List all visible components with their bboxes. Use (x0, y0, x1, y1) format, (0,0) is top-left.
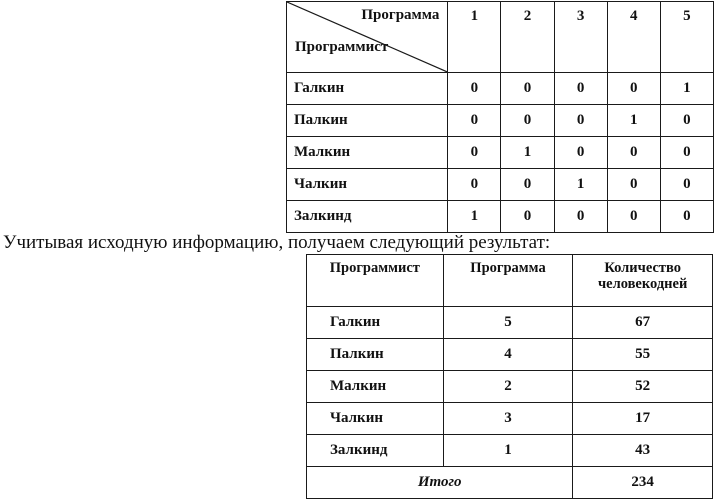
program-column-header: 1 (448, 2, 501, 73)
total-row (307, 467, 713, 499)
matrix-cell: 0 (448, 105, 501, 137)
matrix-row (287, 201, 714, 233)
mandays-value: 43 (573, 435, 713, 467)
mandays-header-line2: человекодней (597, 276, 688, 292)
programmer-name: Галкин (307, 307, 444, 339)
programmer-name: Палкин (307, 339, 444, 371)
result-intro-text: Учитывая исходную информацию, получаем следующий результат: (3, 232, 551, 253)
program-column-header: Программа (443, 255, 573, 307)
program-column-header: 5 (660, 2, 713, 73)
programmer-name: Залкинд (287, 201, 448, 233)
program-column-header: 2 (501, 2, 554, 73)
programmer-name: Залкинд (307, 435, 444, 467)
matrix-row (287, 73, 714, 105)
matrix-cell: 0 (607, 169, 660, 201)
result-row (307, 403, 713, 435)
programmer-name: Галкин (287, 73, 448, 105)
matrix-cell: 1 (660, 73, 713, 105)
diagonal-header-cell (287, 2, 448, 73)
total-mandays-value: 234 (573, 467, 713, 499)
mandays-header-line1: Количество (604, 260, 681, 276)
matrix-cell: 0 (607, 137, 660, 169)
matrix-cell: 0 (660, 105, 713, 137)
matrix-cell: 0 (448, 73, 501, 105)
mandays-value: 52 (573, 371, 713, 403)
programmer-axis-label: Программист (295, 39, 389, 55)
result-row (307, 339, 713, 371)
result-row (307, 371, 713, 403)
matrix-cell: 0 (554, 105, 607, 137)
total-label: Итого (307, 467, 573, 499)
assigned-program: 1 (443, 435, 573, 467)
mandays-value: 67 (573, 307, 713, 339)
matrix-cell: 0 (607, 73, 660, 105)
matrix-cell: 1 (501, 137, 554, 169)
programmer-column-header: Программист (307, 255, 444, 307)
program-column-header: 4 (607, 2, 660, 73)
matrix-cell: 0 (607, 201, 660, 233)
matrix-cell: 0 (501, 73, 554, 105)
matrix-cell: 0 (660, 137, 713, 169)
result-header-row (307, 255, 713, 307)
matrix-cell: 1 (554, 169, 607, 201)
programmer-name: Палкин (287, 105, 448, 137)
matrix-cell: 0 (501, 201, 554, 233)
matrix-cell: 1 (607, 105, 660, 137)
assigned-program: 5 (443, 307, 573, 339)
programmer-name: Чалкин (307, 403, 444, 435)
programmer-name: Чалкин (287, 169, 448, 201)
matrix-cell: 0 (660, 169, 713, 201)
matrix-cell: 1 (448, 201, 501, 233)
assignment-matrix-table (286, 1, 714, 233)
matrix-header-row (287, 2, 714, 73)
matrix-row (287, 137, 714, 169)
mandays-value: 17 (573, 403, 713, 435)
assigned-program: 2 (443, 371, 573, 403)
assigned-program: 4 (443, 339, 573, 371)
matrix-row (287, 105, 714, 137)
program-column-header: 3 (554, 2, 607, 73)
mandays-column-header (573, 255, 713, 307)
matrix-row (287, 169, 714, 201)
matrix-cell: 0 (554, 137, 607, 169)
mandays-value: 55 (573, 339, 713, 371)
matrix-cell: 0 (501, 105, 554, 137)
matrix-cell: 0 (501, 169, 554, 201)
matrix-cell: 0 (660, 201, 713, 233)
program-axis-label: Программа (361, 7, 440, 23)
programmer-name: Малкин (307, 371, 444, 403)
result-row (307, 435, 713, 467)
matrix-cell: 0 (448, 169, 501, 201)
matrix-cell: 0 (554, 73, 607, 105)
result-table (306, 254, 713, 499)
assigned-program: 3 (443, 403, 573, 435)
matrix-cell: 0 (448, 137, 501, 169)
matrix-cell: 0 (554, 201, 607, 233)
programmer-name: Малкин (287, 137, 448, 169)
result-row (307, 307, 713, 339)
